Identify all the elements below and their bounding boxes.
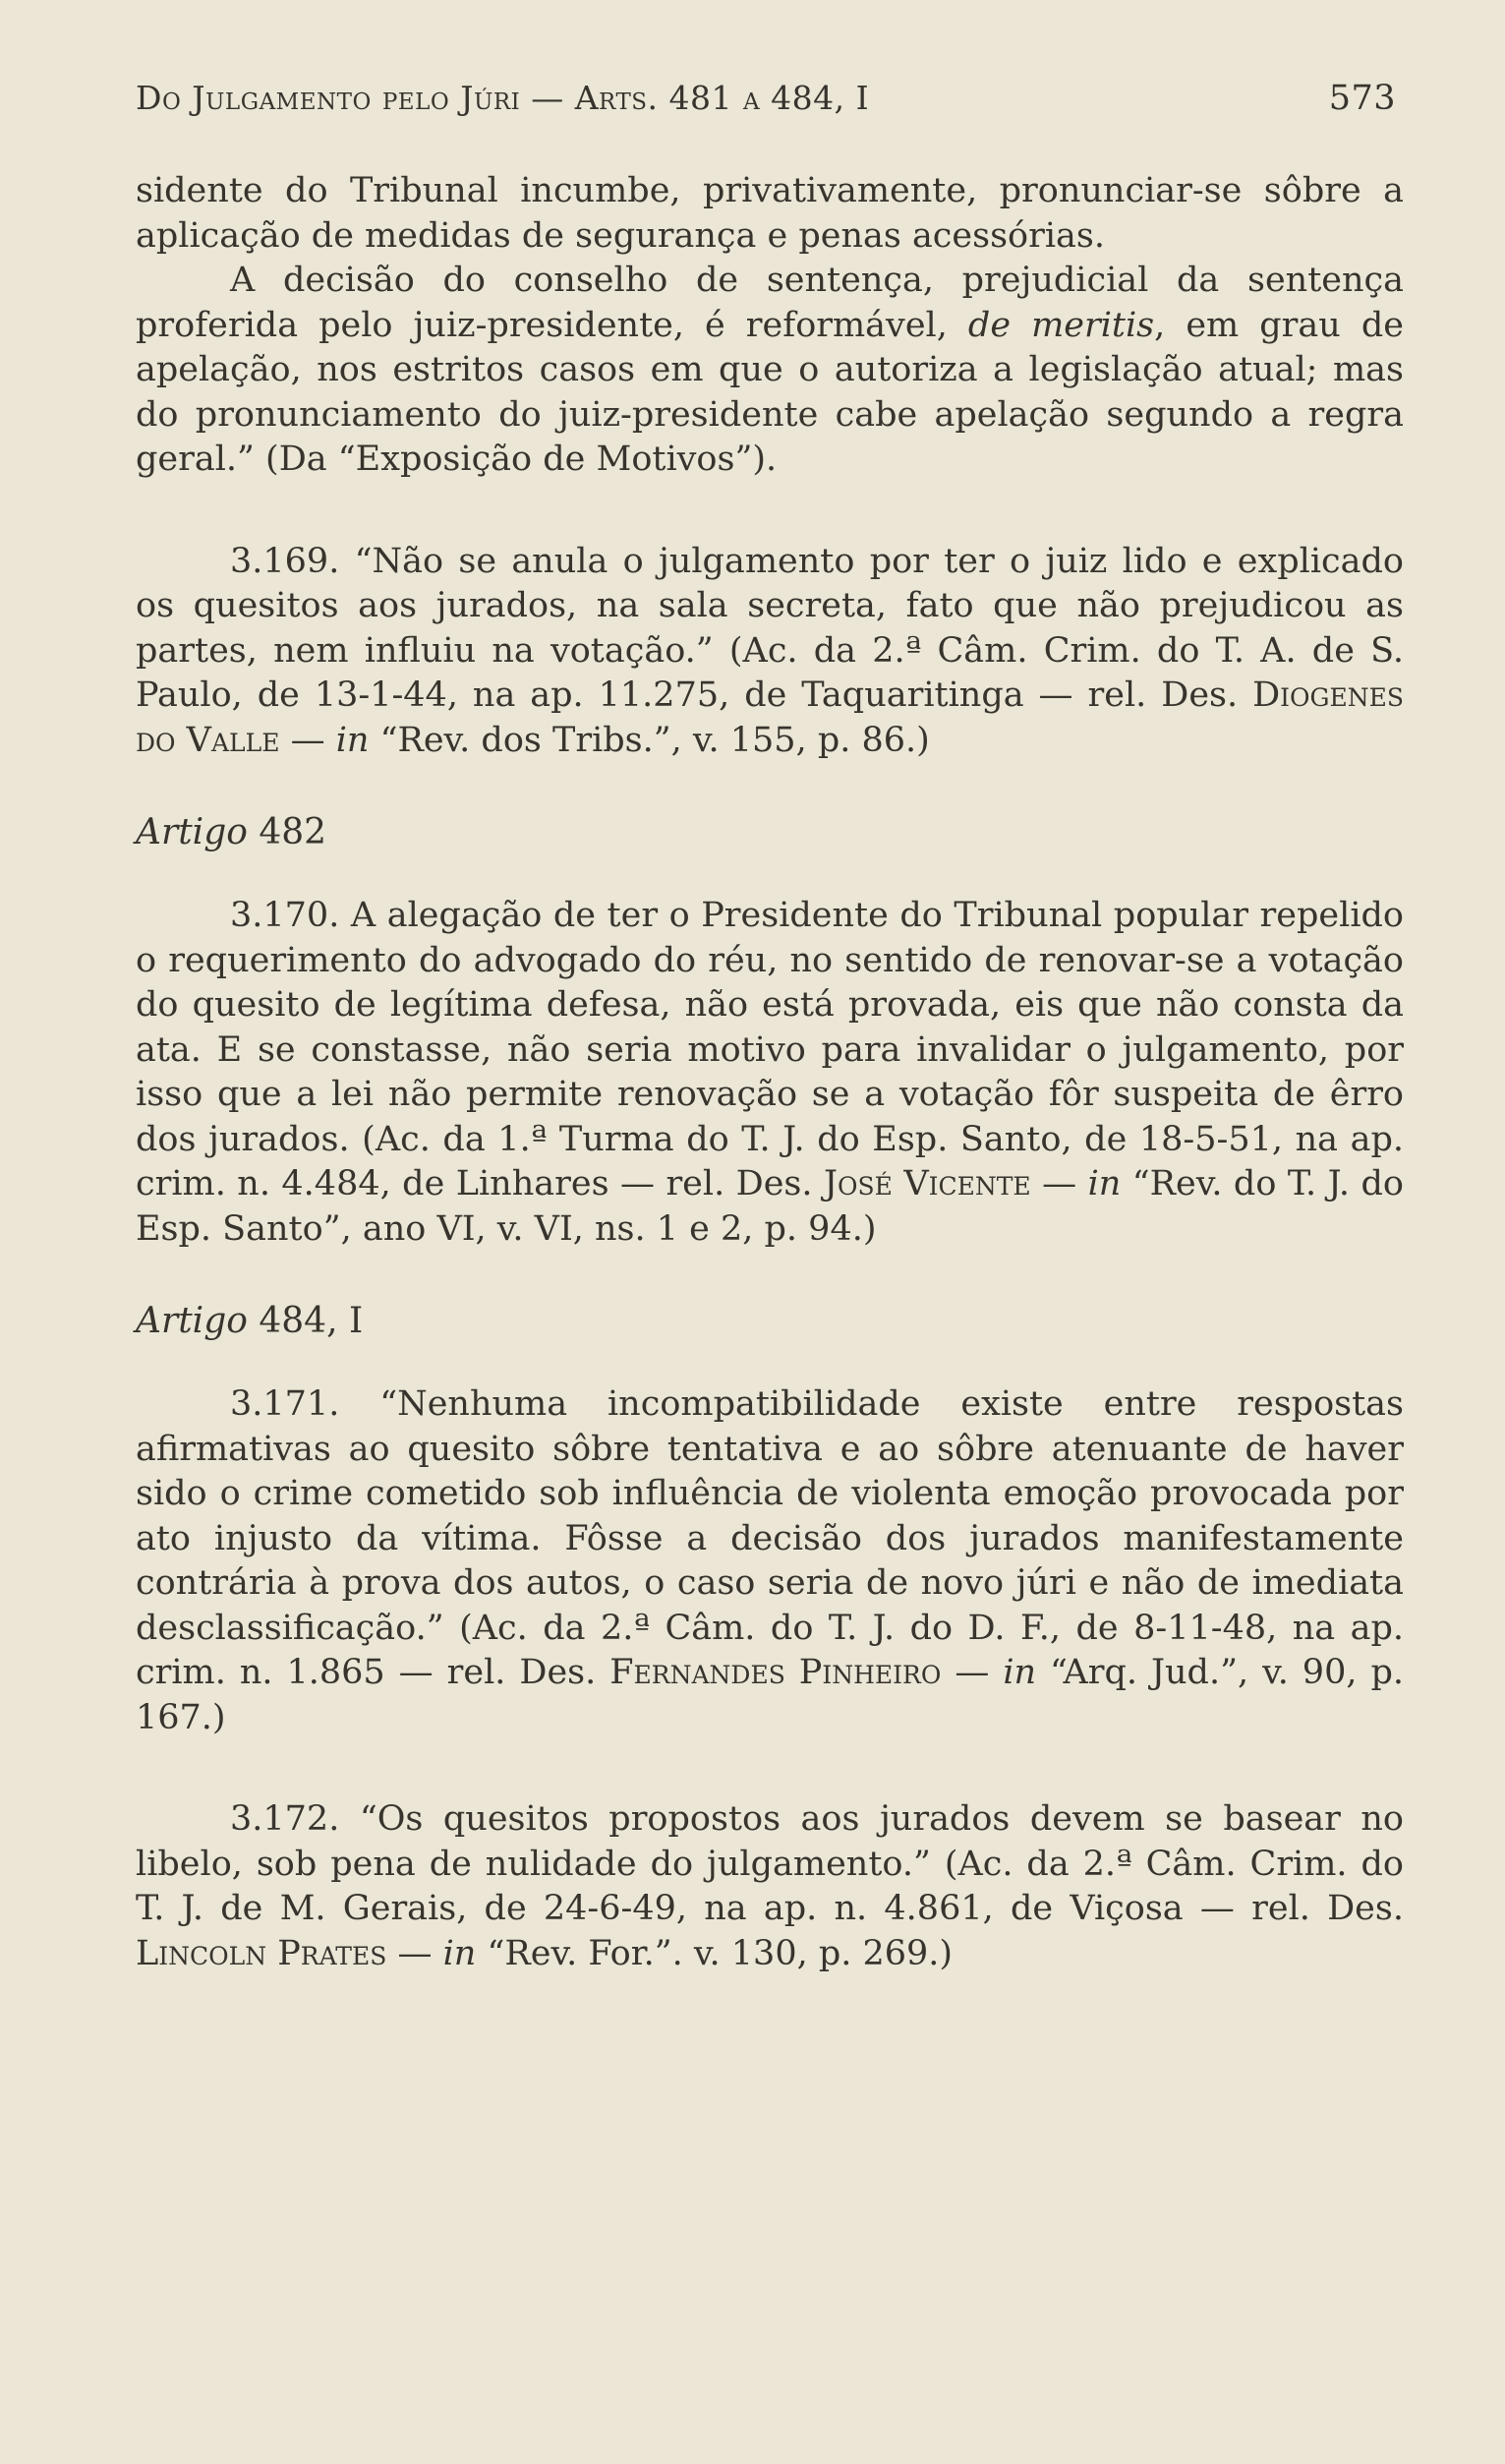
citation: “Rev. do T. J. do Esp. Santo”, ano VI, v. VI, ns. 1 e 2, p. 94.) [136, 1164, 1404, 1249]
heading-number: 484, I [247, 1301, 364, 1341]
judge-name: Fernandes Pinheiro [609, 1653, 942, 1692]
item-3171 [136, 1382, 1404, 1740]
dash: — [279, 720, 336, 760]
item-text: 3.169. “Não se anula o julgamento por ter o juiz lido e explicado os quesitos aos jurados, na sala secreta, fato que não prejudicou as partes, nem influiu na votação.” (Ac. da 2.ª Câm. Crim. do T. A. de S. Paulo, de 13-1-44, na ap. 11.275, de Taquaritinga — rel. Des. [136, 541, 1404, 715]
paragraph-text: A decisão do conselho de sentença, prejudicial da sentença proferida pelo juiz-presidente, é reformável, [136, 261, 1404, 345]
item-text: 3.171. “Nenhuma incompatibilidade existe entre respostas afirmativas ao quesito sôbre tentativa e ao sôbre atenuante de haver sido o crime cometido sob influência de violenta emoção provocada por ato injusto da vítima. Fôsse a decisão dos jurados manifestamente contrária à prova dos autos, o caso seria de novo júri e não de imediata desclassificação.” (Ac. da 2.ª Câm. do T. J. do D. F., de 8-11-48, na ap. crim. n. 1.865 — rel. Des. [136, 1384, 1404, 1692]
page-number: 573 [1328, 79, 1396, 118]
running-head [136, 79, 1404, 118]
paragraph-text: , em grau de apelação, nos estritos casos em que o autoriza a legislação atual; mas do pronunciamento do juiz-presidente cabe apelação segundo a regra geral.” (Da “Exposição de Motivos”). [136, 305, 1404, 479]
continued-paragraph: sidente do Tribunal incumbe, privativamente, pronunciar-se sôbre a aplicação de medidas de segurança e penas acessórias. [136, 171, 1404, 256]
paragraph-decisao-conselho [136, 259, 1404, 483]
in-word: in [335, 720, 370, 760]
item-text: 3.170. A alegação de ter o Presidente do Tribunal popular repelido o requerimento do advogado do réu, no sentido de renovar-se a votação do quesito de legítima defesa, não está provada, eis que não consta da ata. E se constasse, não seria motivo para invalidar o julgamento, por isso que a lei não permite renovação se a votação fôr suspeita de êrro dos jurados. (Ac. da 1.ª Turma do T. J. do Esp. Santo, de 18-5-51, na ap. crim. n. 4.484, de Linhares — rel. Des. [136, 896, 1404, 1203]
dash: — [941, 1653, 1004, 1692]
dash: — [1030, 1164, 1088, 1203]
dash: — [386, 1933, 443, 1973]
heading-artigo-484 [136, 1301, 1404, 1341]
in-word: in [1003, 1653, 1037, 1692]
heading-artigo-482 [136, 812, 1404, 852]
item-text: 3.172. “Os quesitos propostos aos jurados devem se basear no libelo, sob pena de nulidade do julgamento.” (Ac. da 2.ª Câm. Crim. do T. J. de M. Gerais, de 24-6-49, na ap. n. 4.861, de Viçosa — rel. Des. [136, 1799, 1404, 1928]
item-3170 [136, 894, 1404, 1252]
running-head-title: Do Julgamento pelo Júri — Arts. 481 a 484, I [136, 79, 870, 117]
heading-word: Artigo [136, 812, 248, 852]
citation: “Rev. For.”. v. 130, p. 269.) [476, 1933, 954, 1973]
heading-number: 482 [247, 812, 327, 852]
latin-term: de meritis [967, 305, 1155, 345]
in-word: in [442, 1933, 477, 1973]
judge-name: Lincoln Prates [136, 1933, 387, 1973]
citation: “Rev. dos Tribs.”, v. 155, p. 86.) [369, 720, 930, 760]
item-3169 [136, 540, 1404, 764]
book-page [136, 79, 1404, 1976]
in-word: in [1087, 1164, 1122, 1203]
heading-word: Artigo [136, 1301, 248, 1341]
judge-name: Diogenes do Valle [136, 675, 1404, 760]
item-3172 [136, 1797, 1404, 1976]
citation: “Arq. Jud.”, v. 90, p. 167.) [136, 1653, 1404, 1737]
judge-name: José Vicente [823, 1164, 1031, 1203]
